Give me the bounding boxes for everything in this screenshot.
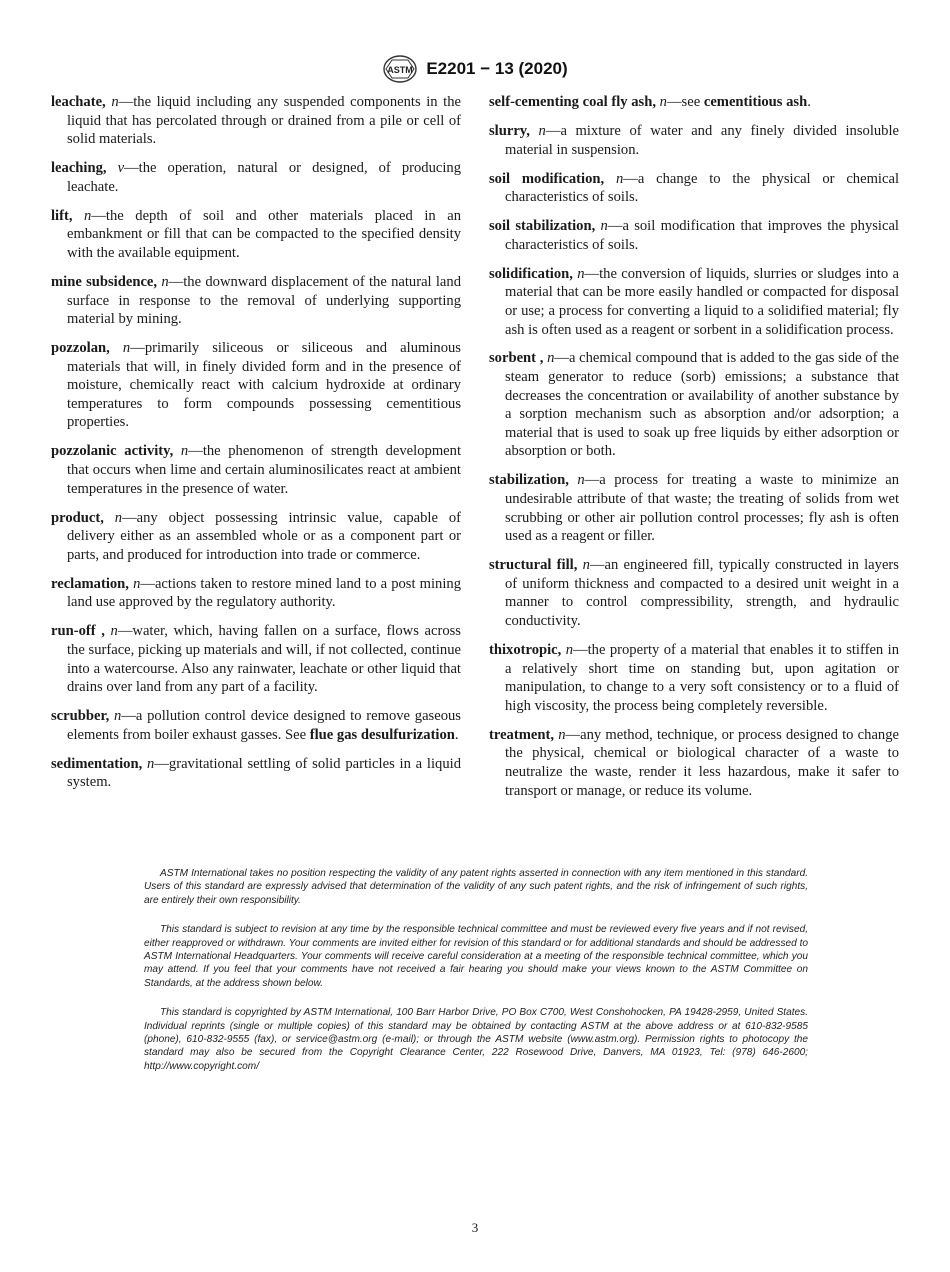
- definition-term: scrubber,: [51, 708, 110, 725]
- definition-entry: [489, 170, 899, 207]
- definition-text: —any method, technique, or process designed to change the physical, chemical or biological character of a waste to neutralize the waste, render it less hazardous, make it safer to transport or manage, or reduce its volume.: [505, 726, 899, 799]
- definition-entry: [489, 641, 899, 715]
- definition-entry: [51, 622, 461, 696]
- part-of-speech: n: [122, 340, 131, 357]
- part-of-speech: n: [577, 472, 585, 489]
- astm-logo-icon: [382, 54, 418, 84]
- part-of-speech: n: [180, 443, 189, 460]
- definition-text: —a change to the physical or chemical characteristics of soils.: [505, 170, 899, 206]
- definition-entry: [51, 339, 461, 432]
- astm-notice: [144, 867, 808, 1089]
- definition-entry: [489, 122, 899, 159]
- part-of-speech: n: [577, 265, 585, 282]
- definition-entry: [51, 93, 461, 149]
- copyright-notice: This standard is copyrighted by ASTM International, 100 Barr Harbor Drive, PO Box C700, West Conshohocken, PA 19428-2959, United States. Individual reprints (single or multiple copies) of this standard may be obtained by contacting ASTM at the above address or at 610-832-9585 (phone), 610-832-9555 (fax), or service@astm.org (e-mail); or through the ASTM website (www.astm.org). Permission rights to photocopy the standard may also be secured from the Copyright Clearance Center, 222 Rosewood Drive, Danvers, MA 01923, Tel: (978) 646-2600; http://www.copyright.com/: [144, 1007, 808, 1072]
- definition-text: —gravitational settling of solid particles in a liquid system.: [67, 755, 461, 791]
- patent-notice: ASTM International takes no position respecting the validity of any patent rights asserted in connection with any item mentioned in this standard. Users of this standard are expressly advised that determination of the validity of any such patent rights, and the risk of infringement of such rights, are entirely their own responsibility.: [144, 868, 808, 906]
- cross-reference: flue gas desulfurization: [309, 726, 455, 743]
- definition-tail: .: [454, 726, 459, 743]
- definition-term: soil stabilization,: [489, 218, 596, 235]
- definition-entry: [489, 349, 899, 461]
- definition-entry: [51, 159, 461, 196]
- page-header: [0, 54, 950, 84]
- revision-notice: This standard is subject to revision at any time by the responsible technical committee and must be reviewed every five years and if not revised, either reapproved or withdrawn. Your comments are invited either for revision of this standard or for additional standards and should be addressed to ASTM International Headquarters. Your comments will receive careful consideration at a meeting of the responsible technical committee, which you may attend. If you feel that your comments have not received a fair hearing you should make your views known to the ASTM Committee on Standards, at the address shown below.: [144, 924, 808, 989]
- definition-text: —the conversion of liquids, slurries or sludges into a material that can be more easily handled or compacted for disposal or use; a process for converting a liquid to a solidified material; fly ash is often used as a reagent or sorbent in a solidification process.: [505, 265, 900, 338]
- part-of-speech: n: [114, 509, 123, 526]
- part-of-speech: n: [111, 94, 119, 110]
- definition-text: —a mixture of water and any finely divided insoluble material in suspension.: [505, 122, 899, 158]
- definition-entry: [51, 273, 461, 329]
- definition-entry: [51, 755, 461, 792]
- definition-term: treatment,: [489, 726, 554, 743]
- definition-text: —the liquid including any suspended components in the liquid that has percolated through or drained from a pile or cell of solid materials.: [67, 94, 461, 148]
- part-of-speech: n: [110, 623, 118, 640]
- definition-term: thixotropic,: [489, 641, 562, 658]
- definition-term: solidification,: [489, 265, 573, 282]
- definition-entry: [489, 471, 899, 545]
- definition-text: —a soil modification that improves the physical characteristics of soils.: [505, 218, 899, 253]
- definition-term: self-cementing coal fly ash,: [489, 94, 656, 110]
- definition-text: —see: [666, 94, 704, 110]
- part-of-speech: n: [84, 207, 92, 224]
- definition-term: sedimentation,: [51, 755, 143, 772]
- definition-tail: .: [807, 94, 811, 110]
- definition-text: —water, which, having fallen on a surface, flows across the surface, picking up materials and will, if not collected, continue into a watercourse. Also any rainwater, leachate or other liquid that drains over land from any part of a facility.: [67, 623, 461, 696]
- definition-text: —actions taken to restore mined land to a post mining land use approved by the regulatory authority.: [67, 575, 461, 611]
- part-of-speech: n: [114, 708, 122, 725]
- definition-term: mine subsidence,: [51, 273, 158, 290]
- part-of-speech: n: [600, 218, 608, 235]
- definition-text: —a chemical compound that is added to the gas side of the steam generator to reduce (sorb) emissions; a substance that decreases the concentration or availability of another substance by a sorption mechanism such as absorption and/or adsorption; a material that is used to soak up free liquids by either adsorption or absorption or both.: [505, 350, 899, 460]
- part-of-speech: n: [582, 557, 590, 574]
- definition-text: —any object possessing intrinsic value, capable of delivery either as an assembled whole or as a component part or parts, and produced for introduction into trade or commerce.: [67, 509, 461, 563]
- definition-text: —the depth of soil and other materials placed in an embankment or fill that can be compacted to the specified density with the available equipment.: [67, 207, 461, 261]
- right-column: [489, 93, 899, 811]
- part-of-speech: n: [161, 273, 169, 290]
- definition-entry: [51, 442, 461, 498]
- definition-term: pozzolanic activity,: [51, 443, 174, 460]
- definition-text: —the phenomenon of strength development that occurs when lime and certain aluminosilicates react at ambient temperatures in the presence of water.: [67, 443, 461, 497]
- part-of-speech: n: [659, 94, 667, 110]
- definition-text: —the property of a material that enables it to stiffen in a relatively short time on standing but, upon agitation or manipulation, to change to a very soft consistency or to a fluid of high viscosity, the process being completely reversible.: [505, 641, 899, 714]
- definition-entry: [489, 93, 899, 112]
- definition-entry: [51, 575, 461, 612]
- part-of-speech: n: [133, 575, 141, 592]
- left-column: [51, 93, 461, 802]
- part-of-speech: n: [147, 755, 155, 772]
- definition-text: —a pollution control device designed to remove gaseous elements from boiler exhaust gasses. See: [67, 708, 461, 743]
- definition-term: structural fill,: [489, 557, 578, 574]
- definition-entry: [489, 217, 899, 254]
- part-of-speech: n: [558, 726, 566, 743]
- definition-entry: [51, 207, 461, 263]
- definition-text: —the downward displacement of the natural land surface in response to the removal of underlying supporting material by mining.: [67, 273, 462, 328]
- definition-term: run-off ,: [51, 623, 105, 640]
- definition-entry: [51, 707, 461, 744]
- part-of-speech: v: [117, 160, 125, 177]
- definition-entry: [489, 265, 899, 339]
- definition-entry: [489, 726, 899, 800]
- definition-term: lift,: [51, 207, 73, 224]
- definition-term: leaching,: [51, 160, 107, 177]
- definition-text: —a process for treating a waste to minimize an undesirable attribute of that waste; the treating of solids from wet scrubbing or other air pollution control processes; fly ash is often used as a reagent or filler.: [505, 472, 899, 545]
- definition-term: soil modification,: [489, 170, 605, 187]
- definition-text: —primarily siliceous or siliceous and aluminous materials that will, in finely divided form and in the presence of moisture, chemically react with calcium hydroxide at ordinary temperatures to form compounds possessing cementitious properties.: [67, 340, 461, 431]
- definition-term: leachate,: [51, 94, 106, 110]
- definition-term: reclamation,: [51, 575, 129, 592]
- definition-text: —an engineered fill, typically constructed in layers of uniform thickness and compacted to a desired unit weight in a manner to control compressibility, strength, and hydraulic conductivity.: [505, 557, 899, 629]
- definition-text: —the operation, natural or designed, of producing leachate.: [67, 160, 461, 195]
- part-of-speech: n: [547, 350, 555, 367]
- page-number: 3: [471, 1220, 479, 1235]
- definition-entry: [51, 509, 461, 565]
- definition-entry: [489, 556, 899, 630]
- definition-term: pozzolan,: [51, 340, 110, 357]
- logo-text: ASTM: [387, 65, 414, 75]
- definition-term: product,: [51, 509, 104, 526]
- definition-term: sorbent ,: [489, 350, 544, 367]
- definition-term: slurry,: [489, 122, 530, 139]
- standard-designation: E2201 − 13 (2020): [426, 59, 568, 78]
- part-of-speech: n: [565, 641, 574, 658]
- part-of-speech: n: [538, 122, 546, 139]
- definition-term: stabilization,: [489, 472, 569, 489]
- cross-reference: cementitious ash: [703, 94, 808, 110]
- part-of-speech: n: [615, 170, 624, 187]
